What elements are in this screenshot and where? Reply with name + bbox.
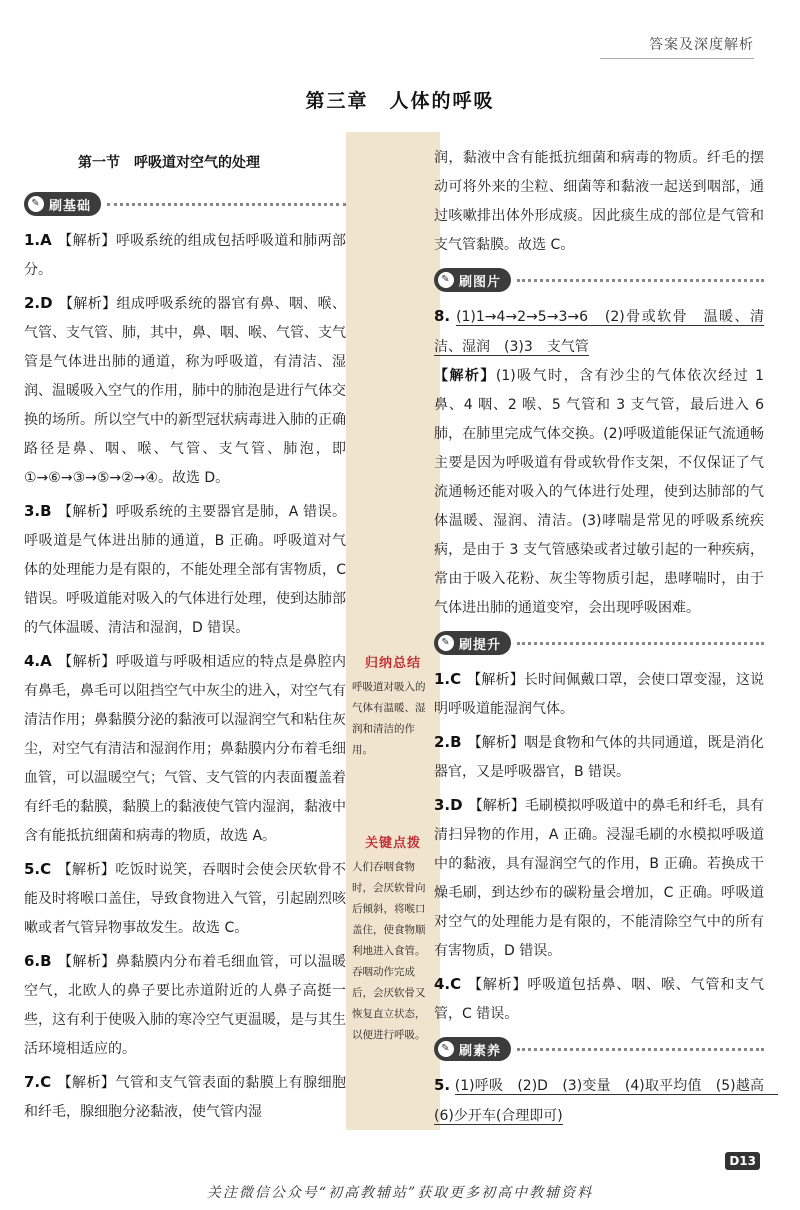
analysis-text: 呼吸系统的主要器官是肺，A 错误。呼吸道是气体进出肺的通道，B 正确。呼吸道对气体的处理能力是有限的，不能处理全部有害物质，C 错误。呼吸道能对吸入的气体进行处理，使到达肺部的气体温暖、清洁和湿润，D 错误。 bbox=[24, 504, 347, 636]
dotted-divider bbox=[517, 1048, 764, 1051]
item-8 bbox=[434, 302, 764, 623]
answer-letter: C bbox=[40, 1073, 52, 1091]
analysis-text: 呼吸道包括鼻、咽、喉、气管和支气管，C 错误。 bbox=[434, 977, 765, 1022]
item7-continuation: 润，黏液中含有能抵抗细菌和病毒的物质。纤毛的摆动可将外来的尘粒、细菌等和黏液一起送到咽部，通过咳嗽排出体外形成痰。因此痰生成的部位是气管和支气管黏膜。故选 C。 bbox=[434, 150, 764, 253]
answer-letter: D bbox=[450, 796, 463, 814]
section-title: 第一节 呼吸道对空气的处理 bbox=[78, 155, 260, 171]
answer-item bbox=[24, 855, 346, 943]
item8-answer: (1)1→4→2→5→3→6 (2)骨或软骨 温暖、清洁、湿润 (3)3 支气管 bbox=[434, 309, 764, 355]
footer-note: 关注微信公众号“初高教辅站”获取更多初高中教辅资料 bbox=[206, 1185, 594, 1201]
analysis-text: 气管和支气管表面的黏膜上有腺细胞和纤毛，腺细胞分泌黏液，使气管内湿 bbox=[24, 1075, 347, 1120]
item-number: 4. bbox=[24, 652, 41, 670]
badge-quality-label: 刷素养 bbox=[459, 1043, 502, 1059]
analysis-text: 呼吸道与呼吸相适应的特点是鼻腔内有鼻毛，鼻毛可以阻挡空气中灰尘的进入，对空气有清洁作用；鼻黏膜分泌的黏液可以湿润空气和粘住灰尘，对空气有清洁和湿润作用；鼻黏膜内分布着毛细血管，可以温暖空气；气管、支气管的内表面覆盖着有纤毛的黏膜，黏膜上的黏液使气管内湿润，黏液中含有能抵抗细菌和病毒的物质，故选 A。 bbox=[24, 654, 346, 844]
badge-basic bbox=[24, 192, 101, 216]
item-number: 7. bbox=[24, 1073, 41, 1091]
answer-item bbox=[434, 970, 764, 1029]
analysis-tag: 【解析】 bbox=[57, 504, 116, 520]
item-number: 1. bbox=[24, 231, 41, 249]
left-answer-list bbox=[24, 226, 346, 1127]
chapter-title: 第三章 人体的呼吸 bbox=[305, 90, 495, 112]
item-number: 8. bbox=[434, 307, 451, 325]
answer-letter: C bbox=[450, 670, 462, 688]
badge-quality bbox=[434, 1037, 511, 1061]
answer-letter: B bbox=[450, 733, 462, 751]
badge-advance-row bbox=[434, 631, 764, 655]
key-note bbox=[346, 832, 440, 1046]
badge-basic-row bbox=[24, 192, 346, 216]
answer-letter: A bbox=[40, 231, 52, 249]
dotted-divider bbox=[517, 642, 764, 645]
item-number: 6. bbox=[24, 952, 41, 970]
answer-letter: B bbox=[40, 502, 52, 520]
badge-picture-label: 刷图片 bbox=[459, 274, 502, 290]
analysis-tag: 【解析】 bbox=[467, 672, 524, 688]
summary-note-title: 归纳总结 bbox=[364, 656, 421, 671]
badge-advance-label: 刷提升 bbox=[459, 637, 502, 653]
key-note-title: 关键点拨 bbox=[364, 836, 421, 851]
item-number: 3. bbox=[24, 502, 41, 520]
analysis-text: 鼻黏膜内分布着毛细血管，可以温暖空气，北欧人的鼻子要比赤道附近的人鼻子高挺一些，这有利于使吸入肺的寒冷空气更温暖，是与其生活环境相适应的。 bbox=[24, 954, 347, 1057]
brush-icon: ✎ bbox=[438, 635, 454, 651]
sidebar-notes bbox=[346, 132, 440, 1130]
page-number: D13 bbox=[725, 1152, 760, 1170]
analysis-text: 呼吸系统的组成包括呼吸道和肺两部分。 bbox=[24, 233, 346, 278]
answer-item bbox=[24, 1068, 346, 1127]
badge-picture bbox=[434, 268, 511, 292]
item-number: 1. bbox=[434, 670, 451, 688]
item-number: 3. bbox=[434, 796, 451, 814]
item-number: 2. bbox=[24, 294, 41, 312]
analysis-tag: 【解析】 bbox=[434, 368, 496, 384]
header-divider bbox=[600, 58, 754, 59]
brush-icon: ✎ bbox=[28, 196, 44, 212]
badge-advance bbox=[434, 631, 511, 655]
item5-answer: (1)呼吸 (2)D (3)变量 (4)取平均值 (5)越高 (6)少开车(合理即可) bbox=[434, 1078, 779, 1124]
analysis-text: 毛刷模拟呼吸道中的鼻毛和纤毛，具有清扫异物的作用，A 正确。浸湿毛刷的水模拟呼吸道中的黏液，具有湿润空气的作用，B 正确。若换成干燥毛刷，到达纱布的碳粉量会增加，C 正确。呼吸道对空气的处理能力是有限的，不能清除空气中的所有有害物质，D 错误。 bbox=[434, 798, 765, 959]
answer-item bbox=[434, 665, 764, 724]
analysis-text: 长时间佩戴口罩，会使口罩变湿，这说明呼吸道能湿润气体。 bbox=[434, 672, 765, 717]
answer-item bbox=[24, 289, 346, 493]
analysis-tag: 【解析】 bbox=[57, 862, 116, 878]
header-title: 答案及深度解析 bbox=[649, 37, 754, 53]
analysis-tag: 【解析】 bbox=[468, 798, 525, 814]
item-number: 5. bbox=[434, 1076, 451, 1094]
item-number: 2. bbox=[434, 733, 451, 751]
analysis-tag: 【解析】 bbox=[467, 735, 525, 751]
right-column bbox=[434, 144, 779, 1135]
analysis-tag: 【解析】 bbox=[57, 233, 116, 249]
analysis-text: 组成呼吸系统的器官有鼻、咽、喉、气管、支气管、肺，其中，鼻、咽、喉、气管、支气管是气体进出肺的通道，称为呼吸道，有清洁、湿润、温暖吸入空气的作用，肺中的肺泡是进行气体交换的场所。所以空气中的新型冠状病毒进入肺的正确路径是鼻、咽、喉、气管、支气管、肺泡，即①→⑥→③→⑤→②→④。故选 D。 bbox=[24, 296, 347, 486]
brush-icon: ✎ bbox=[438, 272, 454, 288]
summary-note-text: 呼吸道对吸入的气体有温暖、湿润和清洁的作用。 bbox=[352, 681, 426, 756]
answer-letter: B bbox=[40, 952, 52, 970]
answer-item bbox=[434, 791, 764, 966]
answer-letter: C bbox=[450, 975, 462, 993]
answer-item bbox=[24, 647, 346, 851]
analysis-text: 吃饭时说笑，吞咽时会使会厌软骨不能及时将喉口盖住，导致食物进入气管，引起剧烈咳嗽或者气管异物事故发生。故选 C。 bbox=[24, 862, 347, 936]
item8-analysis: (1)吸气时，含有沙尘的气体依次经过 1 鼻、4 咽、2 喉、5 气管和 3 支气管，最后进入 6 肺，在肺里完成气体交换。(2)呼吸道能保证气流通畅主要是因为呼吸道有骨或软骨作支架，不仅保证了气流通畅还能对吸入的气体进行处理，使到达肺部的气体温暖、湿润、清洁。(3)哮喘是常见的呼吸系统疾病，是由于 3 支气管感染或者过敏引起的一种疾病，常由于吸入花粉、灰尘等物质引起，患哮喘时，由于气体进出肺的通道变窄，会出现呼吸困难。 bbox=[434, 368, 764, 616]
answer-item bbox=[24, 226, 346, 285]
analysis-tag: 【解析】 bbox=[58, 296, 117, 312]
analysis-tag: 【解析】 bbox=[467, 977, 528, 993]
badge-quality-row bbox=[434, 1037, 764, 1061]
analysis-tag: 【解析】 bbox=[57, 1075, 116, 1091]
answer-item bbox=[24, 497, 346, 643]
answer-letter: D bbox=[40, 294, 53, 312]
answer-item bbox=[434, 728, 764, 787]
summary-note bbox=[346, 652, 440, 761]
key-note-text: 人们吞咽食物时，会厌软骨向后倾斜，将喉口盖住，使食物顺利地进入食管。吞咽动作完成后，会厌软骨又恢复直立状态，以便进行呼吸。 bbox=[352, 861, 426, 1041]
dotted-divider bbox=[517, 279, 764, 282]
right-answer-list bbox=[434, 665, 764, 1029]
item-number: 4. bbox=[434, 975, 451, 993]
brush-icon: ✎ bbox=[438, 1041, 454, 1057]
analysis-tag: 【解析】 bbox=[57, 654, 116, 670]
analysis-tag: 【解析】 bbox=[57, 954, 116, 970]
answer-letter: A bbox=[40, 652, 52, 670]
answer-item bbox=[24, 947, 346, 1064]
item-5-quality bbox=[434, 1071, 779, 1131]
badge-basic-label: 刷基础 bbox=[49, 198, 92, 214]
item-number: 5. bbox=[24, 860, 41, 878]
dotted-divider bbox=[107, 203, 346, 206]
left-column bbox=[24, 144, 346, 1131]
answer-letter: C bbox=[40, 860, 52, 878]
badge-picture-row bbox=[434, 268, 764, 292]
analysis-text: 咽是食物和气体的共同通道，既是消化器官，又是呼吸器官，B 错误。 bbox=[434, 735, 765, 780]
